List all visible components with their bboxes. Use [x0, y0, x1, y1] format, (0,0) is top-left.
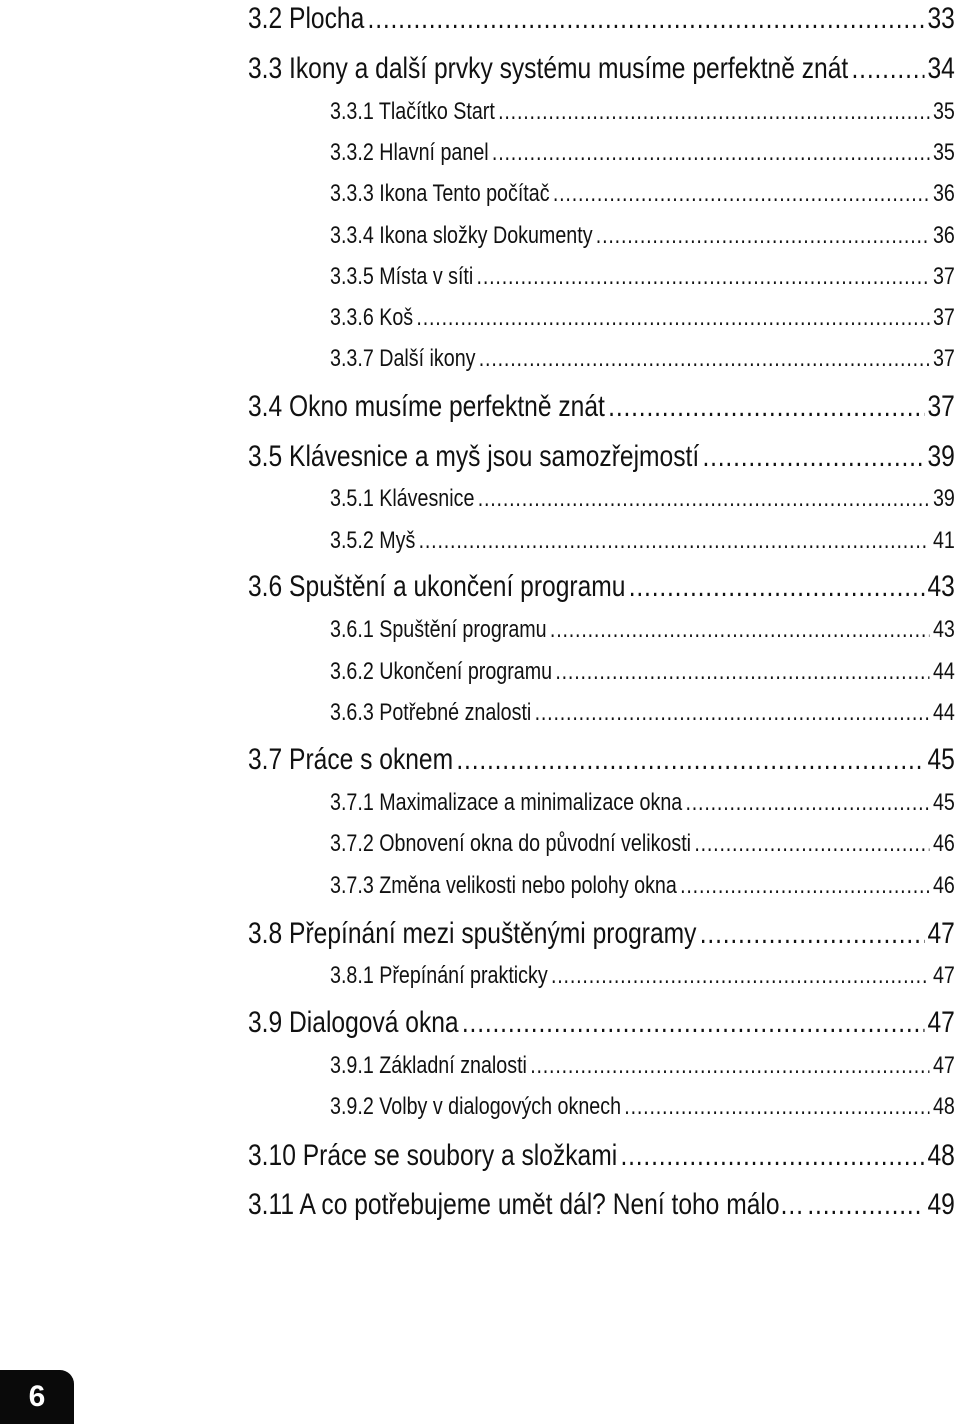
page-number-badge [0, 1370, 74, 1424]
toc-entry[interactable] [330, 658, 955, 686]
toc-entry-page: 47 [932, 962, 955, 989]
leader-dots [555, 658, 929, 686]
toc-entry-label: 3.9.1 Základní znalosti [330, 1052, 527, 1079]
toc-entry-label: 3.3.7 Další ikony [330, 345, 476, 372]
toc-entry-page: 43 [927, 570, 955, 603]
toc-entry[interactable] [248, 1188, 955, 1222]
toc-entry-label: 3.8.1 Přepínání prakticky [330, 962, 548, 989]
leader-dots [530, 1052, 929, 1080]
toc-entry-label: 3.9.2 Volby v dialogových oknech [330, 1093, 622, 1120]
toc-entry-page: 41 [932, 527, 955, 554]
toc-entry-page: 49 [927, 1188, 955, 1221]
toc-entry-page: 37 [927, 390, 955, 423]
leader-dots [477, 263, 930, 291]
leader-dots [553, 180, 930, 208]
toc-entry-page: 46 [932, 830, 955, 857]
toc-entry-page: 33 [927, 2, 955, 35]
toc-entry-page: 47 [927, 917, 955, 950]
page-number: 6 [28, 1380, 46, 1413]
leader-dots [680, 872, 930, 900]
toc-entry[interactable] [330, 527, 955, 555]
toc-entry-label: 3.7.3 Změna velikosti nebo polohy okna [330, 872, 677, 899]
toc-entry-label: 3.6 Spuštění a ukončení programu [248, 570, 626, 603]
toc-entry-page: 48 [927, 1139, 955, 1172]
toc-entry[interactable] [248, 440, 955, 474]
toc-entry[interactable] [248, 52, 955, 86]
leader-dots [852, 52, 925, 86]
leader-dots [498, 98, 930, 126]
toc-entry-label: 3.5 Klávesnice a myš jsou samozřejmostí [248, 440, 700, 473]
toc-entry-label: 3.8 Přepínání mezi spuštěnými programy [248, 917, 697, 950]
leader-dots [629, 570, 924, 604]
toc-entry-label: 3.5.2 Myš [330, 527, 416, 554]
toc-entry[interactable] [330, 789, 955, 817]
leader-dots [807, 1188, 924, 1222]
toc-entry[interactable] [330, 830, 955, 858]
leader-dots [608, 390, 924, 424]
toc-entry-page: 45 [932, 789, 955, 816]
toc-entry-label: 3.4 Okno musíme perfektně znát [248, 390, 605, 423]
toc-entry-label: 3.2 Plocha [248, 2, 365, 35]
leader-dots [620, 1139, 924, 1173]
toc-entry-label: 3.3 Ikony a další prvky systému musíme perfektně znát [248, 52, 849, 85]
leader-dots [492, 139, 930, 167]
leader-dots [685, 789, 929, 817]
toc-entry-page: 45 [927, 743, 955, 776]
toc-entry[interactable] [330, 139, 955, 167]
leader-dots [624, 1093, 929, 1121]
toc-entry-label: 3.3.1 Tlačítko Start [330, 98, 495, 125]
toc-entry[interactable] [248, 917, 955, 951]
toc-entry-label: 3.11 A co potřebujeme umět dál? Není toho málo… [248, 1188, 805, 1221]
leader-dots [368, 2, 925, 36]
leader-dots [702, 440, 924, 474]
toc-entry-label: 3.6.1 Spuštění programu [330, 616, 547, 643]
toc-entry-page: 37 [932, 304, 955, 331]
leader-dots [700, 917, 924, 951]
toc-entry-label: 3.3.5 Místa v síti [330, 263, 474, 290]
toc-entry-page: 35 [932, 139, 955, 166]
toc-entry-label: 3.5.1 Klávesnice [330, 485, 475, 512]
toc-entry[interactable] [248, 1139, 955, 1173]
toc-entry[interactable] [248, 1006, 955, 1040]
toc-entry-label: 3.7.1 Maximalizace a minimalizace okna [330, 789, 683, 816]
leader-dots [596, 222, 930, 250]
toc-entry[interactable] [330, 699, 955, 727]
toc-entry[interactable] [330, 1052, 955, 1080]
toc-entry[interactable] [248, 390, 955, 424]
toc-entry[interactable] [248, 743, 955, 777]
toc-entry-page: 36 [932, 222, 955, 249]
toc-entry-label: 3.7.2 Obnovení okna do původní velikosti [330, 830, 692, 857]
toc-entry[interactable] [330, 962, 955, 990]
toc-entry[interactable] [330, 98, 955, 126]
toc-entry-page: 43 [932, 616, 955, 643]
toc-entry[interactable] [330, 263, 955, 291]
toc-entry[interactable] [330, 872, 955, 900]
toc-entry-page: 34 [927, 52, 955, 85]
toc-entry[interactable] [330, 1093, 955, 1121]
leader-dots [535, 699, 930, 727]
toc-entry[interactable] [330, 180, 955, 208]
leader-dots [478, 485, 930, 513]
toc-entry-page: 44 [932, 699, 955, 726]
toc-entry[interactable] [330, 222, 955, 250]
toc-entry-label: 3.3.6 Koš [330, 304, 414, 331]
toc-entry-page: 39 [927, 440, 955, 473]
toc-entry-page: 37 [932, 345, 955, 372]
leader-dots [694, 830, 929, 858]
toc-entry[interactable] [330, 485, 955, 513]
toc-entry-label: 3.3.4 Ikona složky Dokumenty [330, 222, 593, 249]
toc-entry-page: 47 [927, 1006, 955, 1039]
toc-entry-page: 48 [932, 1093, 955, 1120]
toc-entry-page: 39 [932, 485, 955, 512]
toc-entry-page: 47 [932, 1052, 955, 1079]
toc-entry[interactable] [330, 304, 955, 332]
leader-dots [419, 527, 930, 555]
leader-dots [551, 962, 930, 990]
toc-entry-label: 3.3.2 Hlavní panel [330, 139, 489, 166]
toc-entry[interactable] [248, 2, 955, 36]
toc-entry-label: 3.10 Práce se soubory a složkami [248, 1139, 618, 1172]
leader-dots [456, 743, 924, 777]
toc-entry-page: 46 [932, 872, 955, 899]
toc-entry-page: 37 [932, 263, 955, 290]
toc-entry-label: 3.9 Dialogová okna [248, 1006, 459, 1039]
leader-dots [479, 345, 930, 373]
leader-dots [550, 616, 930, 644]
toc-entry-label: 3.7 Práce s oknem [248, 743, 454, 776]
toc-entry-page: 36 [932, 180, 955, 207]
leader-dots [462, 1006, 924, 1040]
toc-entry-label: 3.3.3 Ikona Tento počítač [330, 180, 550, 207]
toc-entry-label: 3.6.3 Potřebné znalosti [330, 699, 532, 726]
toc-entry-page: 44 [932, 658, 955, 685]
toc-entry[interactable] [330, 345, 955, 373]
toc-entry[interactable] [248, 570, 955, 604]
toc-entry[interactable] [330, 616, 955, 644]
leader-dots [416, 304, 929, 332]
toc-entry-page: 35 [932, 98, 955, 125]
toc-entry-label: 3.6.2 Ukončení programu [330, 658, 553, 685]
